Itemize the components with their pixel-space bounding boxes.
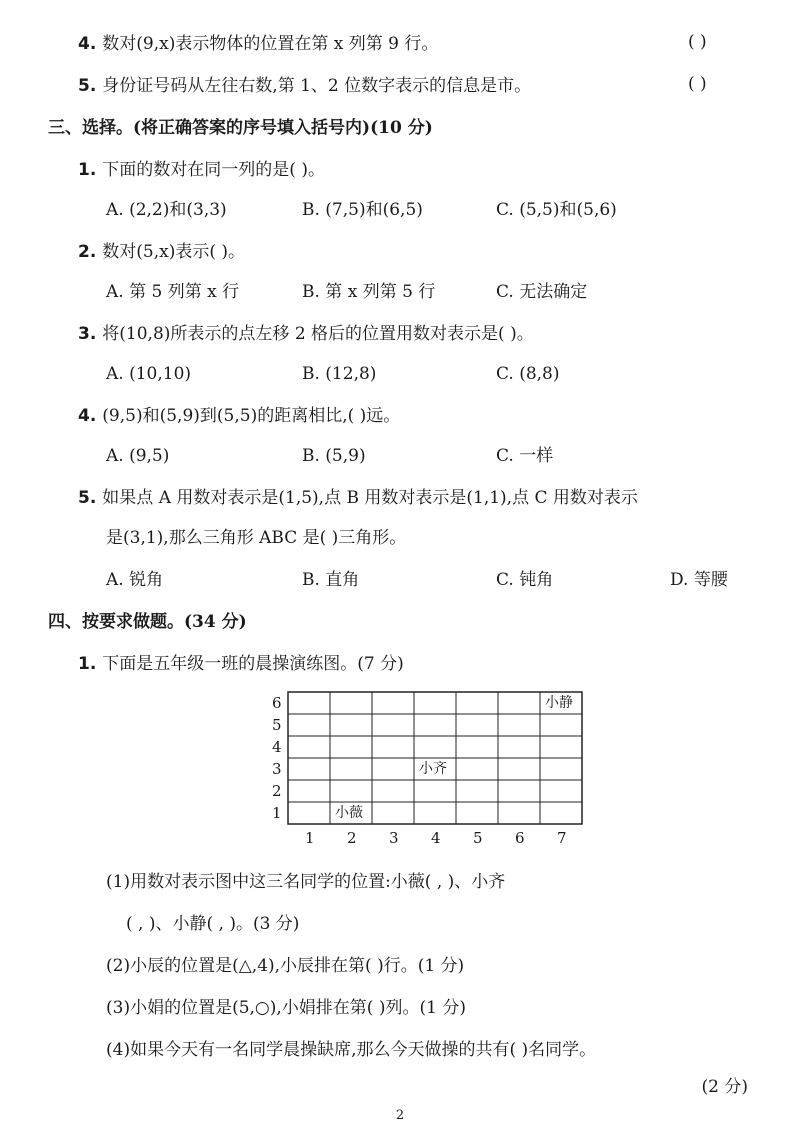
- student-name: 小薇: [335, 805, 363, 821]
- question-number: 5.: [78, 488, 97, 508]
- question-text: 数对(5,x)表示( )。: [102, 242, 246, 262]
- task-question-1: [78, 652, 404, 676]
- column-label: 6: [515, 829, 525, 847]
- question-text: (9,5)和(5,9)到(5,5)的距离相比,( )远。: [102, 406, 401, 426]
- sub-question-3: (3)小娟的位置是(5,○),小娟排在第( )列。(1 分): [106, 998, 466, 1018]
- judge-question-5: [78, 74, 531, 98]
- question-text-continued: 是(3,1),那么三角形 ABC 是( )三角形。: [106, 528, 407, 548]
- option-c: C. (8,8): [496, 364, 560, 384]
- option-a: A. (9,5): [106, 446, 170, 466]
- question-number: 1.: [78, 654, 97, 674]
- student-name: 小齐: [419, 761, 447, 777]
- sub-question-1-line1: (1)用数对表示图中这三名同学的位置:小薇( , )、小齐: [106, 872, 506, 892]
- sub-question-4-score: (2 分): [701, 1077, 748, 1097]
- answer-paren: ( ): [688, 74, 707, 94]
- column-label: 2: [347, 829, 357, 847]
- option-b: B. (7,5)和(6,5): [302, 200, 423, 220]
- option-c: C. 一样: [496, 446, 554, 466]
- option-a: A. 第 5 列第 x 行: [106, 282, 240, 302]
- question-text: 身份证号码从左往右数,第 1、2 位数字表示的信息是市。: [102, 76, 532, 96]
- question-number: 5.: [78, 76, 97, 96]
- option-d: D. 等腰: [670, 570, 728, 590]
- question-text: 下面是五年级一班的晨操演练图。(7 分): [102, 654, 404, 674]
- sub-question-4: (4)如果今天有一名同学晨操缺席,那么今天做操的共有( )名同学。: [106, 1040, 597, 1060]
- option-a: A. (2,2)和(3,3): [106, 200, 227, 220]
- row-label: 5: [272, 716, 282, 734]
- question-number: 2.: [78, 242, 97, 262]
- column-label: 1: [305, 829, 315, 847]
- judge-question-4: [78, 32, 438, 56]
- seating-grid-figure: [270, 690, 590, 860]
- choice-question-3: [78, 322, 534, 346]
- question-number: 4.: [78, 34, 97, 54]
- student-name: 小静: [545, 695, 573, 711]
- row-label: 6: [272, 694, 282, 712]
- choice-question-2: [78, 240, 245, 264]
- sub-question-2: (2)小辰的位置是(△,4),小辰排在第( )行。(1 分): [106, 956, 465, 976]
- column-label: 4: [431, 829, 441, 847]
- question-number: 4.: [78, 406, 97, 426]
- option-c: C. 无法确定: [496, 282, 588, 302]
- row-label: 3: [272, 760, 282, 778]
- option-b: B. (12,8): [302, 364, 377, 384]
- page-number: 2: [395, 1108, 405, 1123]
- option-b: B. 直角: [302, 570, 360, 590]
- option-a: A. (10,10): [106, 364, 192, 384]
- question-text: 将(10,8)所表示的点左移 2 格后的位置用数对表示是( )。: [102, 324, 534, 344]
- option-c: C. 钝角: [496, 570, 554, 590]
- section-title-choice: 三、选择。(将正确答案的序号填入括号内)(10 分): [48, 118, 433, 138]
- row-label: 1: [272, 804, 282, 822]
- question-number: 1.: [78, 160, 97, 180]
- option-a: A. 锐角: [106, 570, 164, 590]
- sub-question-1-line2: ( , )、小静( , )。(3 分): [126, 914, 300, 934]
- option-b: B. (5,9): [302, 446, 366, 466]
- choice-question-4: [78, 404, 400, 428]
- choice-question-1: [78, 158, 325, 182]
- option-c: C. (5,5)和(5,6): [496, 200, 617, 220]
- row-label: 2: [272, 782, 282, 800]
- answer-paren: ( ): [688, 32, 707, 52]
- question-text: 下面的数对在同一列的是( )。: [102, 160, 325, 180]
- choice-question-5: [78, 486, 638, 510]
- column-label: 5: [473, 829, 483, 847]
- question-text: 如果点 A 用数对表示是(1,5),点 B 用数对表示是(1,1),点 C 用数对表示: [102, 488, 638, 508]
- row-label: 4: [272, 738, 282, 756]
- column-label: 3: [389, 829, 399, 847]
- section-title-tasks: 四、按要求做题。(34 分): [48, 612, 247, 632]
- question-number: 3.: [78, 324, 97, 344]
- option-b: B. 第 x 列第 5 行: [302, 282, 436, 302]
- column-label: 7: [557, 829, 567, 847]
- question-text: 数对(9,x)表示物体的位置在第 x 列第 9 行。: [102, 34, 439, 54]
